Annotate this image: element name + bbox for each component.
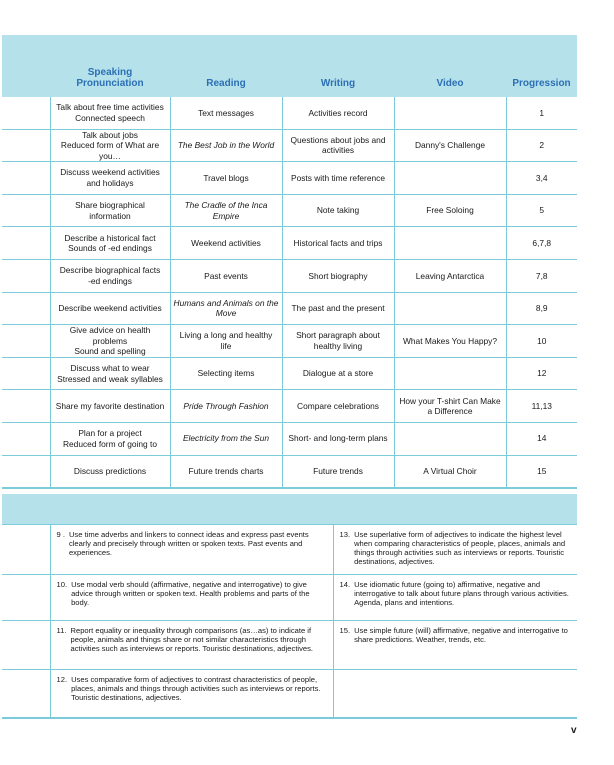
video-text: Danny's Challenge — [414, 140, 486, 151]
pronunciation-text: Sound and spelling — [74, 346, 146, 357]
progression-table — [2, 524, 577, 719]
progression-cell — [506, 129, 577, 162]
progression-item-text: Uses comparative form of adjectives to contrast characteristics of people, places, animals and things through activities such as interviews or reports. Touristic destinations, adjectives. — [71, 674, 321, 702]
pronunciation-text: -ed endings — [88, 275, 132, 286]
progression-item-number: 9 . — [56, 530, 65, 539]
progression-item — [340, 580, 572, 607]
speaking-text: Share biographical information — [75, 200, 145, 221]
header-writing — [282, 35, 394, 97]
video-cell — [394, 357, 506, 390]
progression-text: 2 — [539, 140, 545, 151]
table-row — [2, 129, 577, 162]
writing-cell — [282, 390, 394, 423]
progression-item — [57, 675, 327, 702]
speaking-text: Discuss predictions — [73, 466, 147, 477]
progression-cell — [333, 525, 577, 575]
video-cell — [394, 292, 506, 325]
reading-text: Weekend activities — [191, 237, 261, 248]
writing-cell — [282, 129, 394, 162]
row-blank-cell — [2, 129, 50, 162]
writing-text: Short biography — [308, 270, 368, 281]
reading-text: Pride Through Fashion — [183, 400, 269, 411]
progression-blank-cell — [2, 574, 50, 620]
row-blank-cell — [2, 97, 50, 129]
progression-item — [340, 530, 572, 566]
reading-text: Electricity from the Sun — [182, 433, 270, 444]
progression-item — [57, 530, 327, 557]
progression-item — [57, 626, 327, 653]
table-row — [2, 292, 577, 325]
writing-cell — [282, 292, 394, 325]
row-blank-cell — [2, 194, 50, 227]
video-text: How your T-shirt Can Make a Difference — [399, 395, 501, 417]
reading-cell — [170, 357, 282, 390]
progression-row — [2, 574, 577, 620]
progression-text: 7,8 — [535, 270, 548, 281]
progression-item-text: Use simple future (will) affirmative, negative and interrogative to share predictions. Weather, trends, etc. — [354, 625, 568, 644]
writing-cell — [282, 97, 394, 129]
page-number: v — [571, 725, 577, 736]
progression-cell — [333, 620, 577, 669]
video-cell — [394, 422, 506, 455]
progression-item — [340, 626, 572, 644]
header-writing-label: Writing — [320, 78, 356, 89]
speaking-cell — [50, 357, 170, 390]
progression-item-text: Use superlative form of adjectives to indicate the highest level when comparing characteristics of people, places, animals and things through activities such as interviews or reports. Touristic destinations, adjectives. — [354, 530, 566, 566]
progression-cell — [506, 227, 577, 260]
video-cell — [394, 162, 506, 195]
writing-text: Note taking — [316, 205, 360, 216]
progression-item-number: 14. — [339, 579, 351, 589]
progression-cell — [50, 525, 333, 575]
header-video — [394, 35, 506, 97]
progression-item-number: 13. — [339, 530, 351, 539]
speaking-text: Describe weekend activities — [58, 303, 162, 314]
progression-cell — [506, 194, 577, 227]
row-blank-cell — [2, 259, 50, 292]
progression-cell — [50, 620, 333, 669]
progression-item-text: Report equality or inequality through comparisons (as…as) to indicate if people, animals and things share or not similar characteristics through activities such as interviews or reports. Touristic destinations, adjectives. — [70, 625, 314, 653]
reading-cell — [170, 259, 282, 292]
row-blank-cell — [2, 325, 50, 358]
reading-text: Past events — [204, 270, 248, 281]
speaking-text: Talk about free time activities — [56, 102, 164, 113]
reading-text: Living a long and healthy life — [179, 330, 273, 351]
reading-cell — [170, 162, 282, 195]
table-row — [2, 227, 577, 260]
progression-cell — [506, 162, 577, 195]
progression-text: 12 — [537, 368, 547, 379]
reading-cell — [170, 194, 282, 227]
pronunciation-text: Reduced form of going to — [62, 438, 158, 449]
speaking-cell — [50, 97, 170, 129]
speaking-text: Discuss what to wear — [70, 363, 150, 374]
progression-text: 3,4 — [535, 172, 548, 183]
speaking-cell — [50, 422, 170, 455]
writing-cell — [282, 194, 394, 227]
progression-text: 11,13 — [531, 400, 552, 411]
progression-row — [2, 620, 577, 669]
progression-cell — [506, 325, 577, 358]
table-header-row — [2, 35, 577, 97]
reading-cell — [170, 97, 282, 129]
table-row — [2, 97, 577, 129]
speaking-cell — [50, 162, 170, 195]
progression-cell — [50, 574, 333, 620]
row-blank-cell — [2, 227, 50, 260]
video-text: What Makes You Happy? — [402, 335, 498, 346]
header-progression — [506, 35, 577, 97]
table-row — [2, 194, 577, 227]
writing-cell — [282, 325, 394, 358]
row-blank-cell — [2, 455, 50, 488]
reading-cell — [170, 325, 282, 358]
progression-item-text: Use modal verb should (affirmative, negative and interrogative) to give advice through written or spoken text. Health problems and parts of the body. — [71, 579, 310, 607]
video-cell — [394, 129, 506, 162]
writing-cell — [282, 357, 394, 390]
speaking-cell — [50, 194, 170, 227]
progression-cell — [506, 97, 577, 129]
table-row — [2, 390, 577, 423]
table-row — [2, 455, 577, 488]
video-text: A Virtual Choir — [423, 466, 477, 477]
pronunciation-text: Connected speech — [75, 112, 145, 123]
progression-cell — [333, 669, 577, 718]
progression-cell — [506, 422, 577, 455]
speaking-cell — [50, 129, 170, 162]
speaking-text: Plan for a project — [78, 428, 142, 439]
writing-cell — [282, 259, 394, 292]
writing-text: The past and the present — [291, 303, 385, 314]
video-cell — [394, 259, 506, 292]
reading-text: Text messages — [198, 107, 254, 118]
progression-row — [2, 525, 577, 575]
writing-text: Short- and long-term plans — [288, 433, 388, 444]
progression-blank-cell — [2, 620, 50, 669]
writing-text: Future trends — [313, 466, 363, 477]
speaking-text: Give advice on health problems — [69, 325, 151, 346]
reading-text: Selecting items — [197, 368, 255, 379]
speaking-cell — [50, 292, 170, 325]
progression-cell — [506, 259, 577, 292]
progression-blank-cell — [2, 525, 50, 575]
video-text: Leaving Antarctica — [415, 270, 485, 281]
video-text: Free Soloing — [426, 205, 474, 216]
speaking-cell — [50, 227, 170, 260]
table-row — [2, 325, 577, 358]
header-video-label: Video — [436, 78, 464, 89]
table-row — [2, 259, 577, 292]
reading-cell — [170, 227, 282, 260]
reading-cell — [170, 292, 282, 325]
progression-blank-cell — [2, 669, 50, 718]
speaking-text: Describe a historical fact — [64, 232, 156, 243]
writing-text: Short paragraph about healthy living — [296, 330, 380, 351]
reading-cell — [170, 129, 282, 162]
writing-text: Dialogue at a store — [302, 368, 374, 379]
writing-text: Posts with time reference — [290, 172, 386, 183]
progression-cell — [506, 455, 577, 488]
header-reading — [170, 35, 282, 97]
table-row — [2, 357, 577, 390]
reading-cell — [170, 422, 282, 455]
writing-cell — [282, 162, 394, 195]
speaking-text: Share my favorite destination — [55, 400, 165, 411]
reading-text: Travel blogs — [203, 172, 249, 183]
writing-cell — [282, 422, 394, 455]
progression-cell — [50, 669, 333, 718]
progression-text: 10 — [537, 335, 547, 346]
row-blank-cell — [2, 162, 50, 195]
progression-cell — [506, 357, 577, 390]
reading-text: Humans and Animals on the Move — [173, 297, 279, 319]
progression-header-band — [2, 494, 577, 524]
progression-text: 15 — [537, 466, 547, 477]
table-row — [2, 162, 577, 195]
progression-item-text: Use time adverbs and linkers to connect ideas and express past events clearly and precisely through written or spoken texts. Past events and experiences. — [68, 530, 309, 557]
video-cell — [394, 194, 506, 227]
progression-text: 14 — [537, 433, 547, 444]
writing-text: Questions about jobs and activities — [290, 134, 386, 156]
pronunciation-text: Sounds of -ed endings — [68, 243, 152, 254]
progression-text: 1 — [539, 107, 545, 118]
writing-text: Activities record — [308, 107, 368, 118]
pronunciation-text: Stressed and weak syllables — [57, 373, 163, 384]
progression-text: 8,9 — [535, 303, 548, 314]
table-row — [2, 422, 577, 455]
progression-item-number: 10. — [56, 579, 68, 589]
pronunciation-text: Reduced form of What are you… — [60, 140, 160, 161]
speaking-text: Describe biographical facts — [59, 265, 161, 276]
progression-text: 5 — [539, 205, 545, 216]
progression-item — [57, 580, 327, 607]
header-speaking — [50, 35, 170, 97]
video-cell — [394, 227, 506, 260]
header-progression-label: Progression — [512, 78, 571, 89]
row-blank-cell — [2, 292, 50, 325]
video-cell — [394, 390, 506, 423]
video-cell — [394, 97, 506, 129]
header-speaking-label: Speaking Pronunciation — [76, 67, 144, 89]
writing-cell — [282, 227, 394, 260]
progression-item-number: 12. — [56, 674, 68, 684]
speaking-cell — [50, 325, 170, 358]
progression-text: 6,7,8 — [532, 237, 552, 248]
progression-item-text: Use idiomatic future (going to) affirmative, negative and interrogative to talk about future plans through various activities. Agenda, plans and intentions. — [354, 579, 569, 607]
speaking-cell — [50, 390, 170, 423]
speaking-cell — [50, 259, 170, 292]
row-blank-cell — [2, 390, 50, 423]
progression-cell — [506, 292, 577, 325]
header-blank — [2, 35, 50, 97]
scope-sequence-table — [2, 35, 577, 489]
row-blank-cell — [2, 357, 50, 390]
writing-text: Historical facts and trips — [293, 237, 383, 248]
writing-cell — [282, 455, 394, 488]
reading-text: The Best Job in the World — [177, 140, 275, 151]
video-cell — [394, 325, 506, 358]
reading-cell — [170, 390, 282, 423]
row-blank-cell — [2, 422, 50, 455]
progression-cell — [506, 390, 577, 423]
progression-item-number: 15. — [339, 625, 351, 635]
writing-text: Compare celebrations — [297, 400, 379, 411]
speaking-text: Discuss weekend activities and holidays — [60, 167, 160, 188]
progression-cell — [333, 574, 577, 620]
progression-item-number: 11. — [56, 625, 67, 635]
reading-text: The Cradle of the Inca Empire — [184, 200, 268, 221]
speaking-cell — [50, 455, 170, 488]
reading-cell — [170, 455, 282, 488]
speaking-text: Talk about jobs — [82, 129, 138, 140]
video-cell — [394, 455, 506, 488]
header-reading-label: Reading — [206, 78, 246, 89]
progression-row — [2, 669, 577, 718]
reading-text: Future trends charts — [188, 466, 264, 477]
